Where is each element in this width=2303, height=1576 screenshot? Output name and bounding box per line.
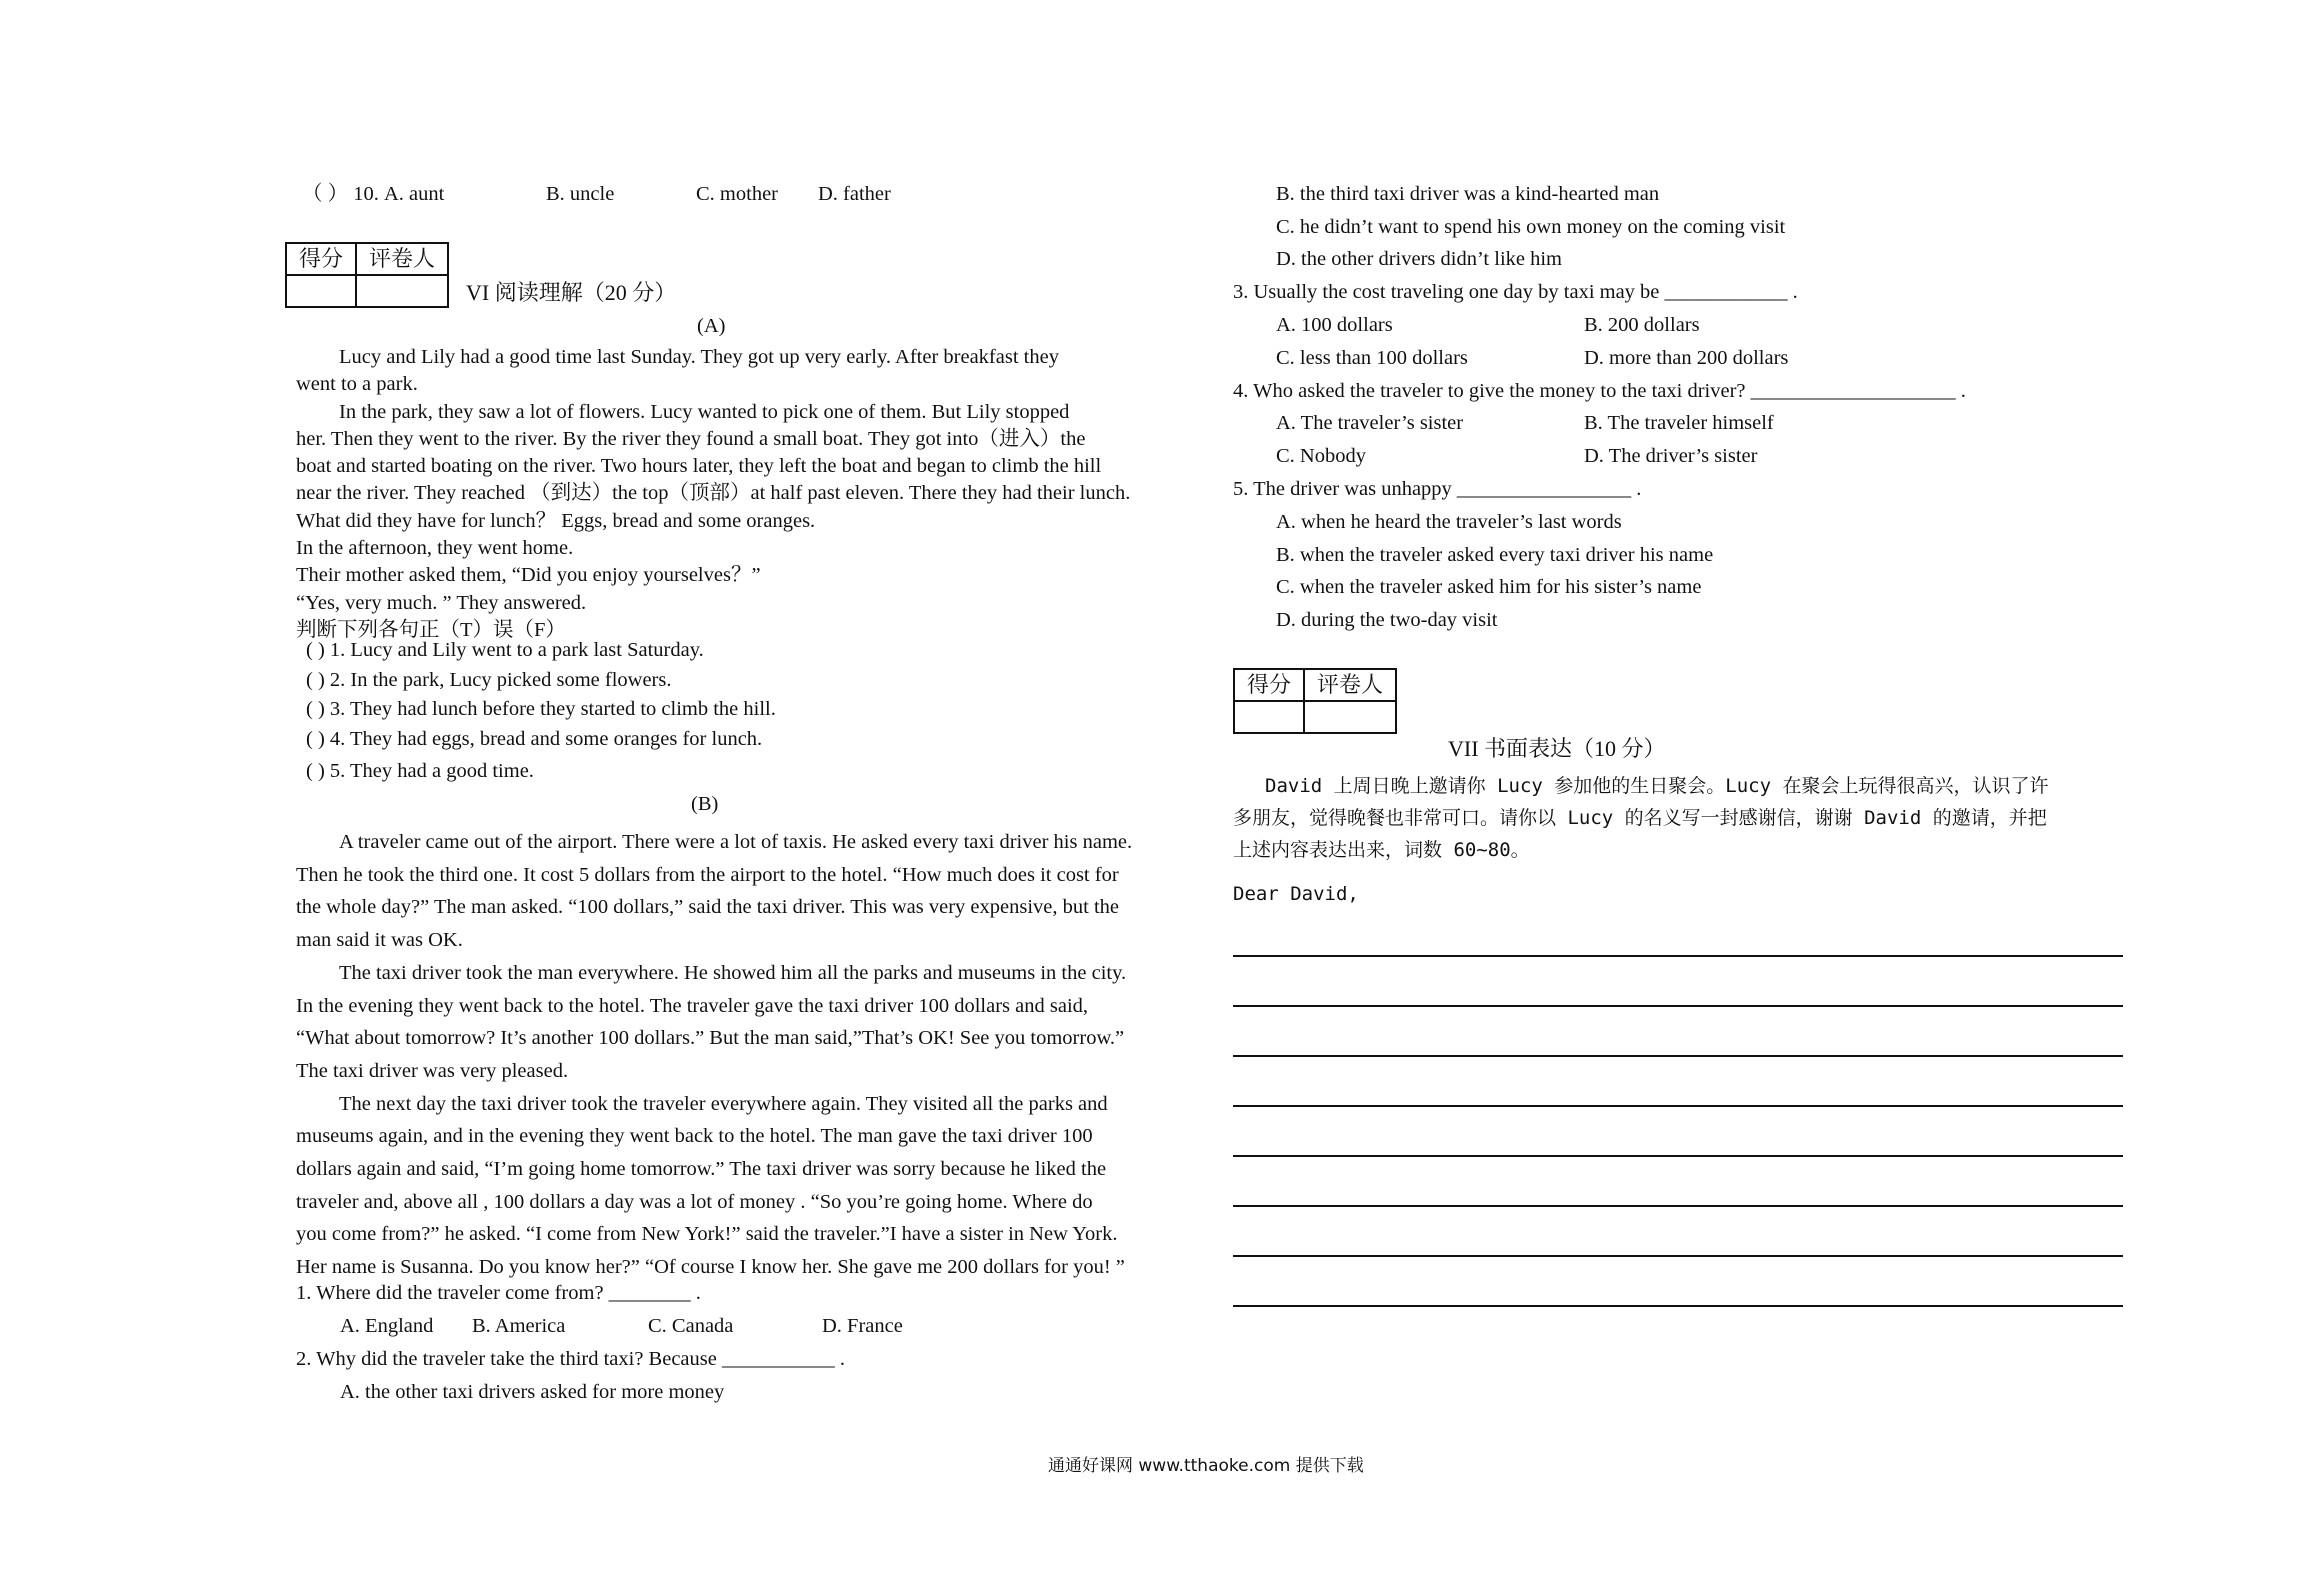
mc-q1-stem: 1. Where did the traveler come from? ________ . [296,1282,701,1304]
writing-line[interactable] [1233,1305,2123,1307]
passage-a-line: boat and started boating on the river. Two hours later, they left the boat and began to climb the hill [296,455,1102,478]
passage-b-line: Then he took the third one. It cost 5 dollars from the airport to the hotel. “How much does it cost for [296,863,1119,886]
score-label: 得分 [1234,669,1304,701]
passage-a-line: went to a park. [296,373,418,396]
mc-q5-option-d: D. during the two-day visit [1276,609,1498,631]
q10-option-d: D. father [818,183,891,205]
q10-option-a: 10. A. aunt [353,183,445,205]
passage-a-line: “Yes, very much. ” They answered. [296,591,587,614]
mc-q3-stem: 3. Usually the cost traveling one day by taxi may be ____________ . [1233,281,1798,303]
passage-b-line: man said it was OK. [296,929,463,952]
writing-line[interactable] [1233,1155,2123,1157]
mc-q2-option-b: B. the third taxi driver was a kind-hearted man [1276,183,1660,205]
passage-b-line: A traveler came out of the airport. There were a lot of taxis. He asked every taxi driver his name. [339,831,1133,853]
writing-prompt-line: 多朋友，觉得晚餐也非常可口。请你以 Lucy 的名义写一封感谢信，谢谢 David 的邀请，并把 [1233,807,2047,829]
tf-paren: ( ) [306,698,325,720]
q10-option-c: C. mother [696,183,778,205]
mc-q3-option-d: D. more than 200 dollars [1584,347,1789,369]
tf-text: 3. They had lunch before they started to climb the hill. [329,698,776,720]
mc-q4-stem: 4. Who asked the traveler to give the money to the taxi driver? ____________________ . [1233,380,1966,402]
passage-a-line: her. Then they went to the river. By the river they found a small boat. They got into（进入）the [296,427,1086,450]
mc-q4-option-b: B. The traveler himself [1584,412,1774,434]
tf-paren: ( ) [306,760,325,782]
tf-text: 2. In the park, Lucy picked some flowers. [329,669,672,691]
score-box-section6 [285,242,449,308]
section6-title: VI 阅读理解（20 分） [466,280,677,305]
grader-cell [356,275,448,307]
passage-b-line: traveler and, above all , 100 dollars a day was a lot of money . “So you’re going home. Where do [296,1190,1093,1213]
mc-q3-option-b: B. 200 dollars [1584,314,1700,336]
grader-label: 评卷人 [1304,669,1396,701]
writing-line[interactable] [1233,955,2123,957]
mc-q4-option-d: D. The driver’s sister [1584,445,1758,467]
writing-prompt [1233,770,2128,866]
mc-q2-option-a: A. the other taxi drivers asked for more money [340,1381,725,1403]
mc-q5-option-b: B. when the traveler asked every taxi driver his name [1276,544,1714,566]
mc-q5-option-a: A. when he heard the traveler’s last words [1276,511,1622,533]
footer-credit: 通通好课网 www.tthaoke.com 提供下载 [1048,1456,1364,1476]
score-label: 得分 [286,243,356,275]
mc-q1-option-c: C. Canada [648,1315,734,1337]
score-cell [1234,701,1304,733]
grader-label: 评卷人 [356,243,448,275]
q10-paren: （ ） [302,183,349,205]
passage-b [296,826,1189,1284]
mc-q1-option-b: B. America [472,1315,566,1337]
mc-q3-option-a: A. 100 dollars [1276,314,1393,336]
passage-b-line: you come from?” he asked. “I come from New York!” said the traveler.”I have a sister in New York. [296,1223,1118,1246]
part-a-label: (A) [697,315,726,337]
passage-a-line: What did they have for lunch？ Eggs, bread and some oranges. [296,509,816,532]
tf-question [306,640,704,661]
writing-line[interactable] [1233,1055,2123,1057]
passage-a-line: Lucy and Lily had a good time last Sunday. They got up very early. After breakfast they [339,346,1059,368]
salutation: Dear David, [1233,883,1359,905]
passage-a [296,344,1188,644]
q10-option-b: B. uncle [546,183,615,205]
tf-question [306,729,762,750]
tf-text: 1. Lucy and Lily went to a park last Saturday. [329,639,704,661]
tf-text: 5. They had a good time. [329,760,534,782]
passage-a-line: near the river. They reached （到达）the top（顶部）at half past eleven. There they had their lunch. [296,482,1131,505]
tf-paren: ( ) [306,639,325,661]
tf-question [306,699,776,720]
mc-q5-option-c: C. when the traveler asked him for his sister’s name [1276,576,1702,598]
tf-question [306,761,534,782]
passage-b-line: dollars again and said, “I’m going home tomorrow.” The taxi driver was sorry because he liked the [296,1158,1107,1181]
passage-b-line: The next day the taxi driver took the traveler everywhere again. They visited all the parks and [339,1092,1108,1115]
passage-a-line: In the park, they saw a lot of flowers. Lucy wanted to pick one of them. But Lily stopped [339,400,1070,423]
writing-line[interactable] [1233,1005,2123,1007]
passage-b-line: The taxi driver took the man everywhere. He showed him all the parks and museums in the city. [339,961,1127,984]
writing-prompt-line: 上述内容表达出来，词数 60~80。 [1233,839,1530,861]
passage-b-line: In the evening they went back to the hotel. The traveler gave the taxi driver 100 dollars and said, [296,994,1089,1017]
tf-question [306,670,671,691]
mc-q3-option-c: C. less than 100 dollars [1276,347,1468,369]
mc-q2-option-c: C. he didn’t want to spend his own money on the coming visit [1276,216,1786,238]
writing-line[interactable] [1233,1205,2123,1207]
mc-q1-option-d: D. France [822,1315,903,1337]
instructions-tf: 判断下列各句正（T）误（F） [296,618,566,641]
mc-q2-option-d: D. the other drivers didn’t like him [1276,248,1562,270]
writing-line[interactable] [1233,1105,2123,1107]
mc-q2-stem: 2. Why did the traveler take the third taxi? Because ___________ . [296,1348,845,1370]
tf-text: 4. They had eggs, bread and some oranges for lunch. [329,728,763,750]
score-cell [286,275,356,307]
passage-a-line: Their mother asked them, “Did you enjoy yourselves？” [296,564,761,587]
mc-q4-option-a: A. The traveler’s sister [1276,412,1464,434]
mc-q1-option-a: A. England [340,1315,434,1337]
writing-line[interactable] [1233,1255,2123,1257]
q10-row [302,184,444,205]
section7-title: VII 书面表达（10 分） [1448,736,1666,761]
passage-b-line: The taxi driver was very pleased. [296,1059,569,1082]
passage-a-line: In the afternoon, they went home. [296,537,574,560]
passage-b-line: museums again, and in the evening they went back to the hotel. The man gave the taxi driver 100 [296,1125,1093,1148]
part-b-label: (B) [691,793,719,815]
mc-q5-stem: 5. The driver was unhappy _________________ . [1233,478,1642,500]
score-box-section7 [1233,668,1397,734]
tf-paren: ( ) [306,669,325,691]
passage-b-line: the whole day?” The man asked. “100 dollars,” said the taxi driver. This was very expensive, but the [296,896,1119,919]
tf-paren: ( ) [306,728,325,750]
passage-b-line: “What about tomorrow? It’s another 100 dollars.” But the man said,”That’s OK! See you tomorrow.” [296,1027,1125,1050]
writing-prompt-line: David 上周日晚上邀请你 Lucy 参加他的生日聚会。Lucy 在聚会上玩得很高兴，认识了许 [1265,775,2049,797]
grader-cell [1304,701,1396,733]
passage-b-line: Her name is Susanna. Do you know her?” “Of course I know her. She gave me 200 dollars for you! ” [296,1256,1125,1279]
mc-q4-option-c: C. Nobody [1276,445,1366,467]
